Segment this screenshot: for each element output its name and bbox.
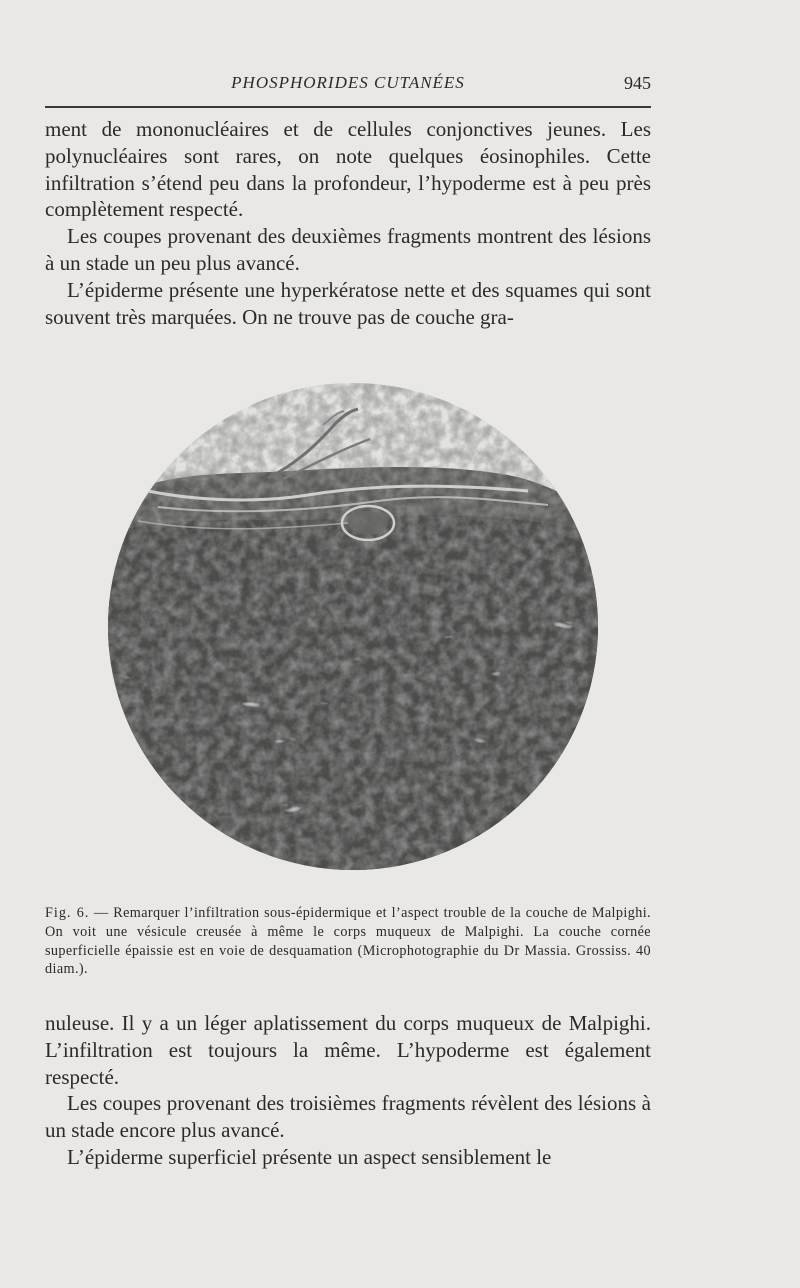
header-rule [45, 106, 651, 108]
page-header [45, 70, 651, 100]
paragraph: Les coupes provenant des troisièmes fragments révèlent des lésions à un stade encore plus avancé. [45, 1091, 651, 1143]
figure-caption [45, 904, 651, 979]
paragraph: L’épiderme superficiel présente un aspect sensiblement le [67, 1144, 552, 1169]
bottom-text-block [45, 1010, 651, 1171]
figure-caption-text: — Remarquer l’infiltration sous-épidermique et l’aspect trouble de la couche de Malpighi. On voit une vésicule creusée à même le corps muqueux de Malpighi. La couche cornée superficielle épaissie est en voie de desquamation (Microphotographie du Dr Massia. Grossiss. 40 diam.). [45, 905, 651, 978]
paragraph-continued: ment de mononucléaires et de cellules conjonctives jeunes. Les polynucléaires sont rares, on note quelques éosinophiles. Cette infiltration s’étend peu dans la profondeur, l’hypoderme est à peu près complètement respecté. [45, 117, 651, 222]
paragraph: Les coupes provenant des deuxièmes fragments montrent des lésions à un stade un peu plus avancé. [45, 224, 651, 275]
top-text-block [45, 116, 651, 330]
figure-label: Fig. 6. [45, 905, 90, 921]
microphotograph-image [108, 383, 598, 870]
paragraph: L’épiderme présente une hyperkératose nette et des squames qui sont souvent très marquées. On ne trouve pas de couche gra- [45, 277, 651, 329]
microphotograph-figure [108, 383, 598, 870]
page-number: 945 [624, 73, 651, 93]
paragraph-continued: nuleuse. Il y a un léger aplatissement du corps muqueux de Malpighi. L’infiltration est toujours la même. L’hypoderme est également respecté. [45, 1011, 651, 1089]
running-title: PHOSPHORIDES CUTANÉES [231, 73, 465, 92]
